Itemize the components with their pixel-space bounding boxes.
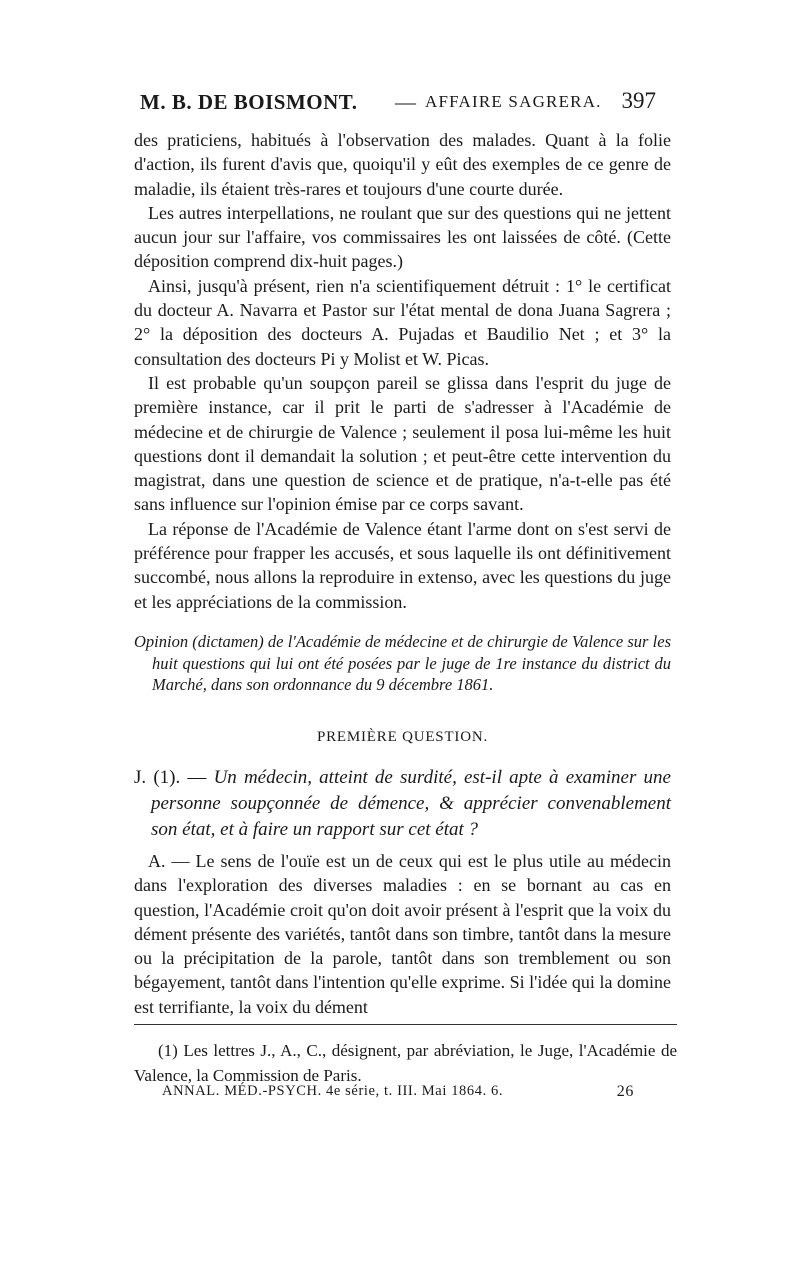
body-text: [134, 128, 671, 614]
academy-answer-block: [134, 849, 671, 1019]
footer-journal: ANNAL. MÉD.-PSYCH. 4e série, t. III. Mai 1864. 6.: [162, 1083, 504, 1099]
footer-signature: 26: [616, 1083, 634, 1100]
running-header: [132, 90, 660, 122]
paragraph-3: Ainsi, jusqu'à présent, rien n'a scientifiquement détruit : 1° le certificat du docteur A. Navarra et Pastor sur l'état mental de dona Juana Sagrera ; 2° la déposition des docteurs A. Pujadas et Baudilio Net ; et 3° la consultation des docteurs Pi y Molist et W. Picas.: [134, 275, 671, 369]
header-running-title: AFFAIRE SAGRERA.: [425, 92, 602, 111]
paragraph-2: Les autres interpellations, ne roulant que sur des questions qui ne jettent aucun jour sur l'affaire, vos commissaires les ont laissées de côté. (Cette déposition comprend dix-huit pages.): [134, 202, 671, 272]
footnote-rule: [134, 1024, 677, 1025]
question-title: PREMIÈRE QUESTION.: [316, 729, 489, 745]
question-label: J. (1). —: [134, 767, 207, 788]
paragraph-5: La réponse de l'Académie de Valence étant l'arme dont on s'est servi de préférence pour frapper les accusés, et sous laquelle ils ont définitivement succombé, nous allons la reproduire in extenso, avec les questions du juge et les appréciations de la commission.: [134, 518, 671, 612]
page-number: 397: [621, 88, 656, 113]
question-text: Un médecin, atteint de surdité, est-il apte à examiner une personne soupçonnée de démence, & apprécier convenablement son état, et à faire un rapport sur cet état ?: [151, 767, 671, 840]
opinion-heading: Opinion (dictamen) de l'Académie de médecine et de chirurgie de Valence sur les huit questions qui lui ont été posées par le juge de 1re instance du district du Marché, dans son ordonnance du 9 décembre 1861.: [134, 632, 671, 694]
page-footer: [162, 1083, 672, 1107]
header-author: M. B. DE BOISMONT.: [140, 90, 358, 114]
academy-answer: A. — Le sens de l'ouïe est un de ceux qui est le plus utile au médecin dans l'exploration des diverses maladies : en se bornant au cas en question, l'Académie croit qu'on doit avoir présent à l'esprit que la voix du dément présente des variétés, tantôt dans son timbre, tantôt dans la mesure ou la précipitation de la parole, tantôt dans son tremblement ou son bégayement, tantôt dans l'intention qu'elle exprime. Si l'idée qui la domine est terrifiante, la voix du dément: [134, 851, 671, 1017]
footnote: (1) Les lettres J., A., C., désignent, par abréviation, le Juge, l'Académie de Valence, la Commission de Paris.: [134, 1041, 677, 1085]
paragraph-4: Il est probable qu'un soupçon pareil se glissa dans l'esprit du juge de première instance, car il prit le parti de s'adresser à l'Académie de médecine et de chirurgie de Valence ; seulement il posa lui-même les huit questions dont il demandait la solution ; et peut-être cette intervention du magistrat, dans une question de science et de pratique, n'a-t-elle pas été sans influence sur l'opinion émise par ce corps savant.: [134, 372, 671, 515]
header-dash: —: [395, 90, 416, 114]
paragraph-1: des praticiens, habitués à l'observation des malades. Quant à la folie d'action, ils furent d'avis que, quoiqu'il y eût des exemples de ce genre de maladie, ils étaient très-rares et toujours d'une courte durée.: [134, 130, 671, 199]
judge-question: [134, 765, 671, 843]
